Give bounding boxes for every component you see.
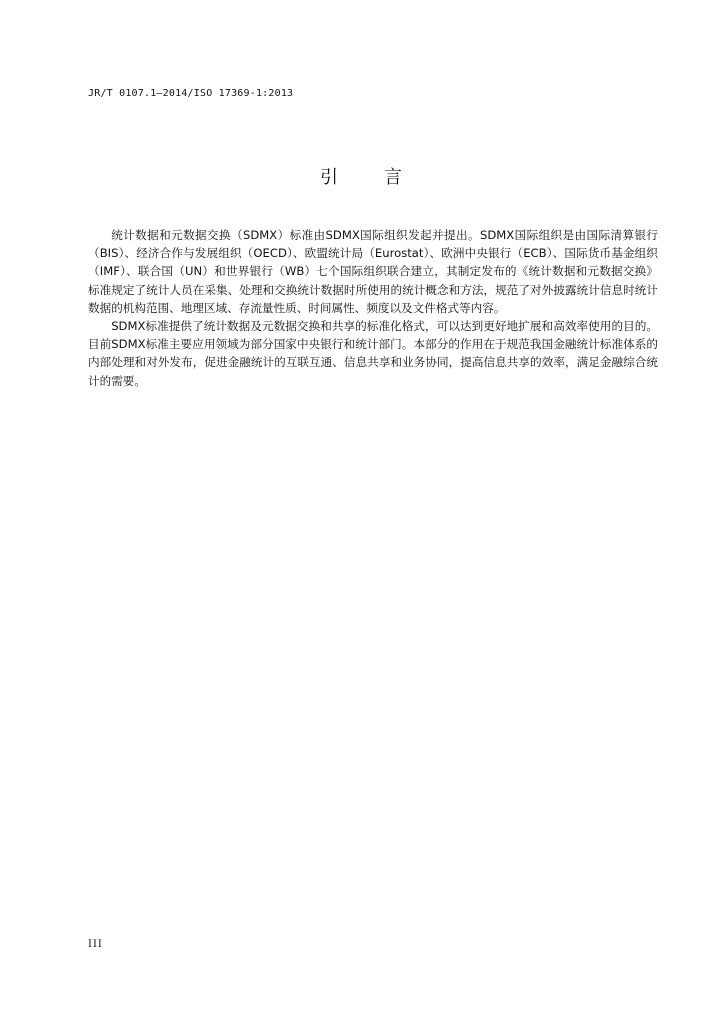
section-title — [0, 163, 724, 189]
paragraph-1: 统计数据和元数据交换（SDMX）标准由SDMX国际组织发起并提出。SDMX国际组织是由国际清算银行（BIS）、经济合作与发展组织（OECD）、欧盟统计局（Eurostat）、欧洲中央银行（ECB）、国际货币基金组织（IMF）、联合国（UN）和世界银行（WB）七个国际组织联合建立，其制定发布的《统计数据和元数据交换》标准规定了统计人员在采集、处理和交换统计数据时所使用的统计概念和方法，规范了对外披露统计信息时统计数据的机构范围、地理区域、存流量性质、时间属性、频度以及文件格式等内容。 — [88, 228, 658, 315]
title-char-2: 言 — [384, 167, 404, 188]
standard-code-header: JR/T 0107.1—2014/ISO 17369-1:2013 — [88, 88, 294, 99]
page-number: III — [88, 939, 103, 950]
title-char-1: 引 — [320, 167, 340, 188]
introduction-body — [88, 226, 658, 390]
paragraph-2: SDMX标准提供了统计数据及元数据交换和共享的标准化格式，可以达到更好地扩展和高效率使用的目的。目前SDMX标准主要应用领域为部分国家中央银行和统计部门。本部分的作用在于规范我国金融统计标准体系的内部处理和对外发布，促进金融统计的互联互通、信息共享和业务协同，提高信息共享的效率，满足金融综合统计的需要。 — [88, 319, 658, 388]
